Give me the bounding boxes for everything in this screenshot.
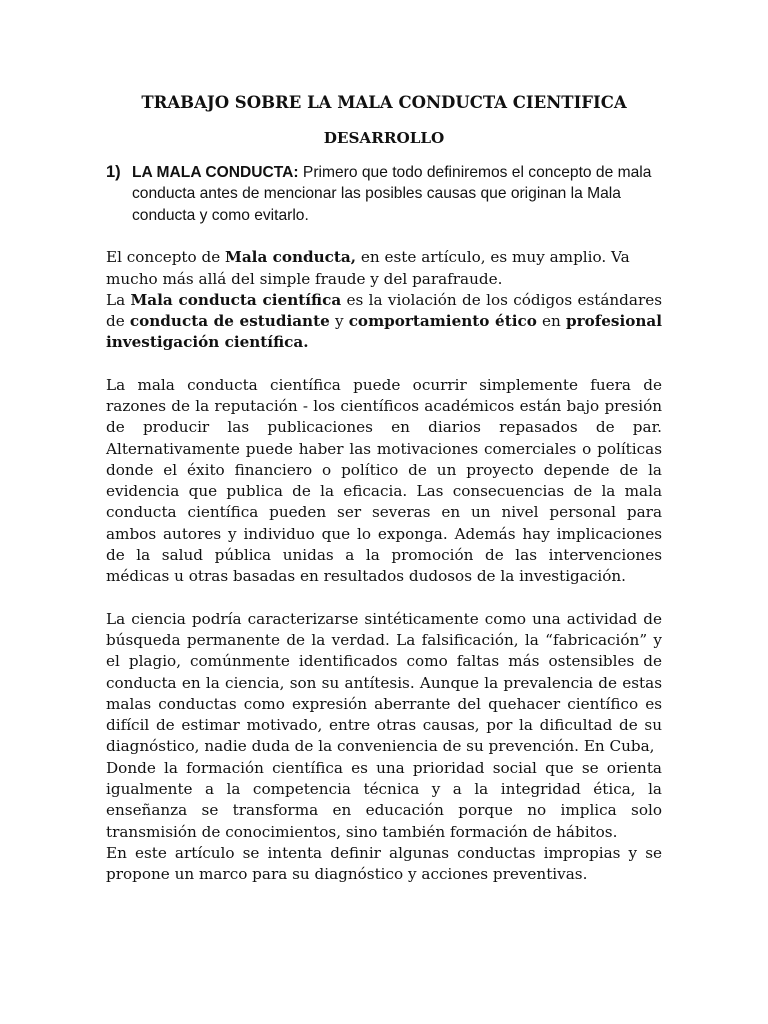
item-number: 1) bbox=[106, 163, 121, 181]
text-run: en bbox=[536, 312, 566, 331]
text-run: El concepto de bbox=[106, 248, 226, 267]
bold-term: comportamiento ético bbox=[348, 312, 537, 331]
document-title: TRABAJO SOBRE LA MALA CONDUCTA CIENTIFICA bbox=[141, 93, 627, 112]
bold-term: Mala conducta científica bbox=[130, 290, 342, 309]
text-run: La bbox=[106, 290, 131, 309]
paragraph-concept bbox=[106, 247, 662, 290]
paragraph-cuba: Donde la formación científica es una prioridad social que se orienta igualmente a la competencia técnica y a la integridad ética, la enseñanza se transforma en educación porque no implica solo transmisión de conocimientos, sino también formación de hábitos. bbox=[106, 758, 662, 841]
paragraph-purpose: En este artículo se intenta definir algunas conductas impropias y se propone un marco para su diagnóstico y acciones preventivas. bbox=[106, 843, 662, 884]
text-run: es la violación de los códigos estándares de bbox=[106, 290, 662, 331]
text-run: en este artículo, es muy amplio. Va mucho más allá del simple fraude y del parafraude. bbox=[106, 248, 630, 288]
paragraph-causes: La mala conducta científica puede ocurrir simplemente fuera de razones de la reputación - los científicos académicos están bajo presión de producir las publicaciones en diarios repasados de par. Alternativamente puede haber las motivaciones comerciales o políticas donde el éxito financiero o político de un proyecto depende de la evidencia que publica de la eficacia. Las consecuencias de la mala conducta científica pueden ser severas en un nivel personal para ambos autores y individuo que lo exponga. Además hay implicaciones de la salud pública unidas a la promoción de las intervenciones médicas u otras basadas en resultados dudosos de la investigación. bbox=[106, 375, 662, 586]
numbered-item-1 bbox=[106, 162, 662, 226]
item-text: Primero que todo definiremos el concepto de mala conducta antes de mencionar las posibles causas que originan la Mala conducta y como evitarlo. bbox=[132, 164, 652, 224]
bold-term: profesional investigación científica. bbox=[106, 312, 663, 352]
section-heading: DESARROLLO bbox=[323, 129, 445, 147]
paragraph-definition bbox=[106, 290, 662, 354]
bold-term: conducta de estudiante bbox=[129, 312, 330, 331]
paragraph-science: La ciencia podría caracterizarse sintéticamente como una actividad de búsqueda permanente de la verdad. La falsificación, la “fabricación” y el plagio, comúnmente identificados como faltas más ostensibles de conducta en la ciencia, son su antítesis. Aunque la prevalencia de estas malas conductas como expresión aberrante del quehacer científico es difícil de estimar motivado, entre otras causas, por la dificultad de su diagnóstico, nadie duda de la conveniencia de su prevención. En Cuba, bbox=[106, 609, 662, 756]
text-run: y bbox=[329, 312, 349, 331]
item-lead: LA MALA CONDUCTA: bbox=[132, 164, 299, 181]
bold-term: Mala conducta, bbox=[225, 248, 357, 267]
